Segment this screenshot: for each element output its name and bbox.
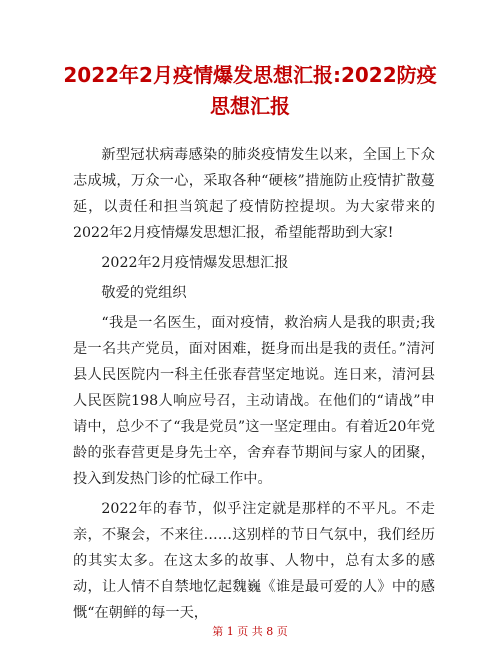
salutation: 敬爱的党组织 xyxy=(101,285,187,301)
intro-paragraph: 新型冠状病毒感染的肺炎疫情发生以来，全国上下众志成城，万众一心，采取各种“硬核”措施防止疫情扩散蔓延，以责任和担当筑起了疫情防控提坝。为大家带来的2022年2月疫情爆发思想汇报，希望能帮助到大家! xyxy=(73,147,435,241)
report-subtitle: 2022年2月疫情爆发思想汇报 xyxy=(101,255,289,271)
body-paragraph: “我是一名医生，面对疫情，救治病人是我的职责;我是一名共产党员，面对困难，挺身而出是我的责任。”清河县人民医院内一科主任张春营坚定地说。连日来，清河县人民医院198人响应号召，主动请战。在他们的“请战”申请中，总少不了“我是党员”这一坚定理由。有着近20年党龄的张春营更是身先士卒，舍弃春节期间与家人的团聚，投入到发热门诊的忙碌工作中。 xyxy=(73,315,435,487)
body-paragraph: 2022年的春节，似乎注定就是那样的不平凡。不走亲，不聚会，不来往……这别样的节日气氛中，我们经历的其实太多。在这太多的故事、人物中，总有太多的感动，让人情不自禁地忆起魏巍《谁是最可爱的人》中的感慨“在朝鲜的每一天， xyxy=(73,501,435,621)
document-title: 2022年2月疫情爆发思想汇报:2022防疫思想汇报 xyxy=(63,63,437,118)
document-body xyxy=(73,142,435,630)
page-number-footer: 第 1 页 共 8 页 xyxy=(212,625,288,638)
